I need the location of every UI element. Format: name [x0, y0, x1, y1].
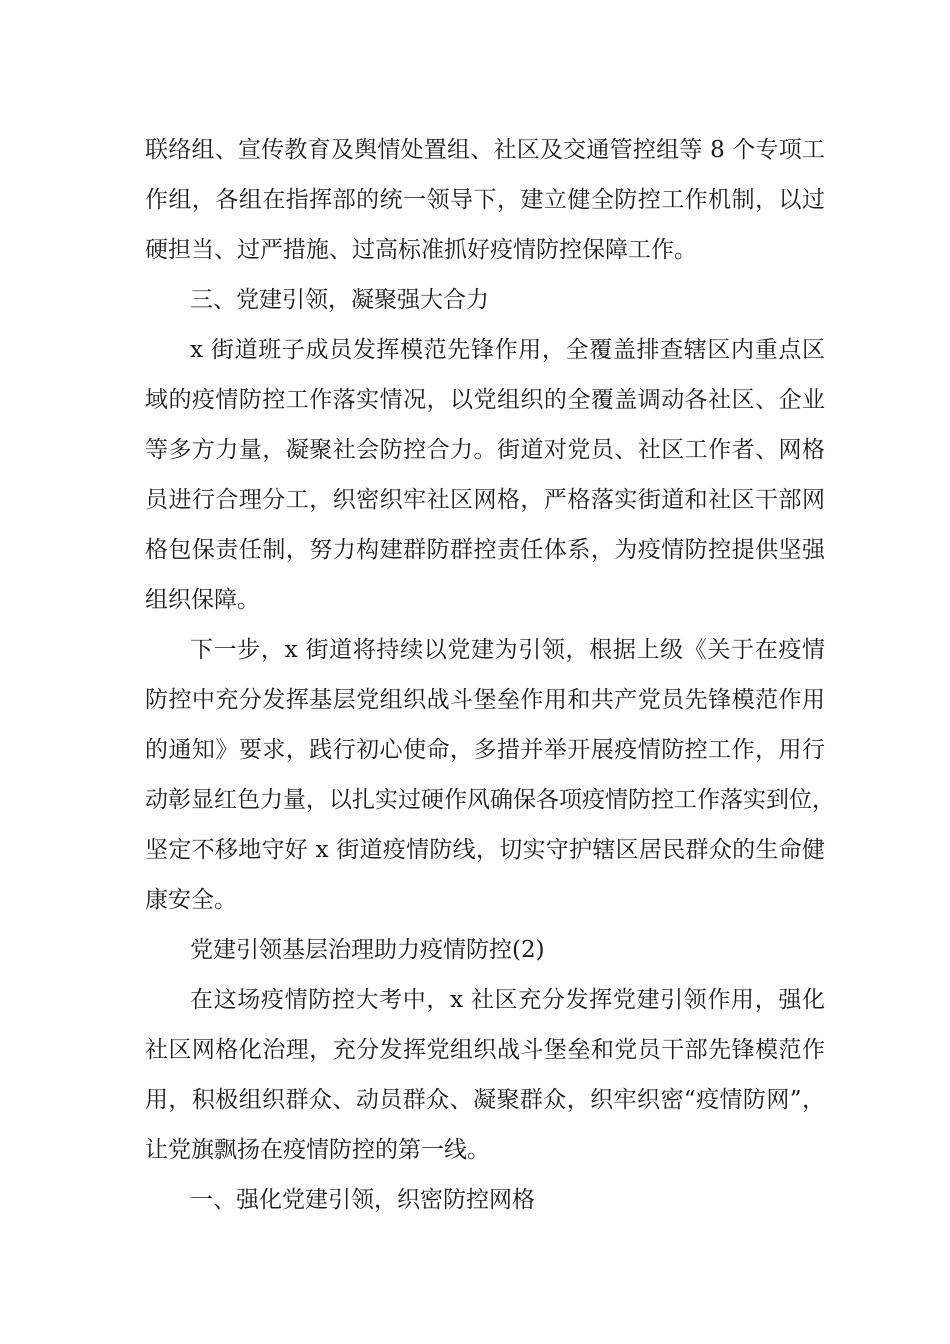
text-line: 社区网格化治理，充分发挥党组织战斗堡垒和党员干部先锋模范作 — [145, 1037, 825, 1063]
text-line: 坚定不移地守好 x 街道疫情防线，切实守护辖区居民群众的生命健 — [145, 837, 825, 863]
text-line: 用，积极组织群众、动员群众、凝聚群众，织牢织密“疫情防网”， — [145, 1087, 825, 1113]
section-heading: 一、强化党建引领，织密防控网格 — [190, 1187, 535, 1213]
text-line: 康安全。 — [145, 887, 237, 913]
text-line: 组织保障。 — [145, 587, 260, 613]
text-line: 硬担当、过严措施、过高标准抓好疫情防控保障工作。 — [145, 237, 697, 263]
text-line: 让党旗飘扬在疫情防控的第一线。 — [145, 1137, 490, 1163]
text-line: 的通知》要求，践行初心使命，多措并举开展疫情防控工作，用行 — [145, 737, 825, 763]
text-line: 作组，各组在指挥部的统一领导下，建立健全防控工作机制，以过 — [145, 187, 825, 213]
text-line: 员进行合理分工，织密织牢社区网格，严格落实街道和社区干部网 — [145, 487, 825, 513]
text-line: 下一步，x 街道将持续以党建为引领，根据上级《关于在疫情 — [190, 637, 825, 663]
text-line: 动彰显红色力量，以扎实过硬作风确保各项疫情防控工作落实到位， — [145, 787, 835, 813]
text-line: x 街道班子成员发挥模范先锋作用，全覆盖排查辖区内重点区 — [190, 337, 825, 363]
article-title: 党建引领基层治理助力疫情防控(2) — [190, 937, 545, 963]
text-line: 在这场疫情防控大考中，x 社区充分发挥党建引领作用，强化 — [190, 987, 825, 1013]
text-line: 防控中充分发挥基层党组织战斗堡垒作用和共产党员先锋模范作用 — [145, 687, 825, 713]
text-line: 等多方力量，凝聚社会防控合力。街道对党员、社区工作者、网格 — [145, 437, 825, 463]
text-line: 格包保责任制，努力构建群防群控责任体系，为疫情防控提供坚强 — [145, 537, 825, 563]
text-line: 联络组、宣传教育及舆情处置组、社区及交通管控组等 8 个专项工 — [145, 137, 825, 163]
section-heading: 三、党建引领，凝聚强大合力 — [190, 287, 489, 313]
text-line: 域的疫情防控工作落实情况，以党组织的全覆盖调动各社区、企业 — [145, 387, 825, 413]
